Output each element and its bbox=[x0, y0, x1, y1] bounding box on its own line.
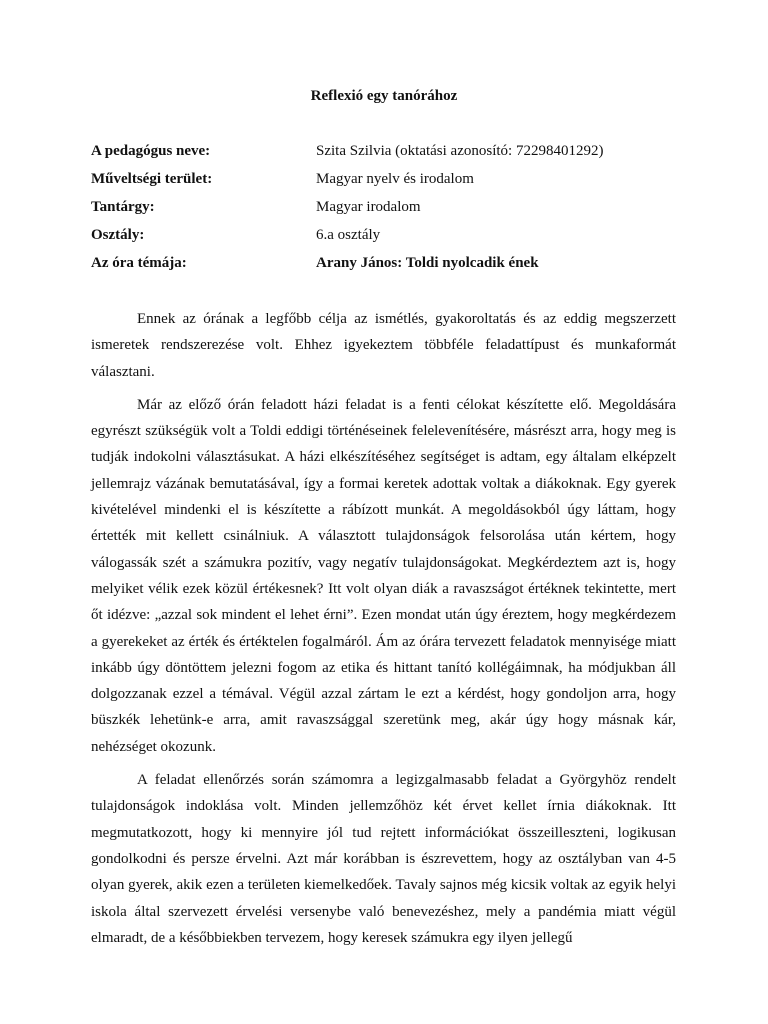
paragraph: Már az előző órán feladott házi feladat is a fenti célokat készítette elő. Megoldására egyrészt szükségük volt a Toldi eddigi történéseinek felelevenítésére, másrészt arra, hogy meg is tudják indokolni választásukat. A házi elkészítéséhez segítséget is adtam, egy általam elképzelt jellemrajz vázának bemutatásával, így a formai keretek adottak voltak a diákoknak. Egy gyerek kivételével mindenki el is készítette a rábízott munkát. A megoldásokból úgy láttam, hogy értették mit kellett csinálniuk. A választott tulajdonságok felsorolása után kértem, hogy válogassák szét a számukra pozitív, vagy negatív tulajdonságokat. Megkérdeztem azt is, hogy melyiket vélik ezek közül értékesnek? Itt volt olyan diák a ravaszságot értéknek tekintette, mert őt idézve: „azzal sok mindent el lehet érni”. Ezen mondat után úgy éreztem, hogy megkérdezem a gyerekeket az érték és értéktelen fogalmáról. Ám az órára tervezett feladatok mennyisége miatt inkább úgy döntöttem jelezni fogom az etika és hittant tanító kollégáimnak, ha módjukban áll dolgozzanak ezzel a témával. Végül azzal zártam le ezt a kérdést, hogy gondoljon arra, hogy büszkék lehetünk-e arra, amit ravaszsággal szeretünk meg, akár úgy hogy másnak kár, nehézséget okozunk. bbox=[91, 396, 676, 755]
info-value: Szita Szilvia (oktatási azonosító: 72298401292) bbox=[316, 143, 604, 159]
info-value: Magyar nyelv és irodalom bbox=[316, 171, 474, 187]
body-text bbox=[91, 306, 676, 958]
paragraph: A feladat ellenőrzés során számomra a legizgalmasabb feladat a Györgyhöz rendelt tulajdonságok indoklása volt. Minden jellemzőhöz két érvet kellet írnia diákoknak. Itt megmutatkozott, hogy ki mennyire jól tud rejtett információkat összeilleszteni, logikusan gondolkodni és persze érvelni. Azt már korábban is észrevettem, hogy az osztályban van 4-5 olyan gyerek, akik ezen a területen kiemelkedőek. Tavaly sajnos még kicsik voltak az egyik helyi iskola által szervezett érvelési versenybe való benevezéshez, mely a pandémia miatt végül elmaradt, de a későbbiekben tervezem, hogy keresek számukra egy ilyen jellegű bbox=[91, 772, 676, 946]
info-label: Műveltségi terület: bbox=[91, 171, 213, 187]
info-label: Osztály: bbox=[91, 227, 145, 243]
info-row-topic bbox=[91, 252, 691, 280]
info-table bbox=[91, 140, 691, 280]
info-value: 6.a osztály bbox=[316, 227, 381, 243]
paragraph: Ennek az órának a legfőbb célja az ismétlés, gyakoroltatás és az eddig megszerzett ismeretek rendszerezése volt. Ehhez igyekeztem többféle feladattípust és munkaformát választani. bbox=[91, 311, 676, 380]
info-row-subject bbox=[91, 196, 691, 224]
info-row-domain bbox=[91, 168, 691, 196]
info-row-teacher bbox=[91, 140, 691, 168]
info-label: Tantárgy: bbox=[91, 199, 155, 215]
info-value: Magyar irodalom bbox=[316, 199, 421, 215]
info-value: Arany János: Toldi nyolcadik ének bbox=[316, 255, 539, 271]
document-title: Reflexió egy tanórához bbox=[310, 88, 458, 104]
info-row-class bbox=[91, 224, 691, 252]
info-label: A pedagógus neve: bbox=[91, 143, 211, 159]
info-label: Az óra témája: bbox=[91, 255, 187, 271]
